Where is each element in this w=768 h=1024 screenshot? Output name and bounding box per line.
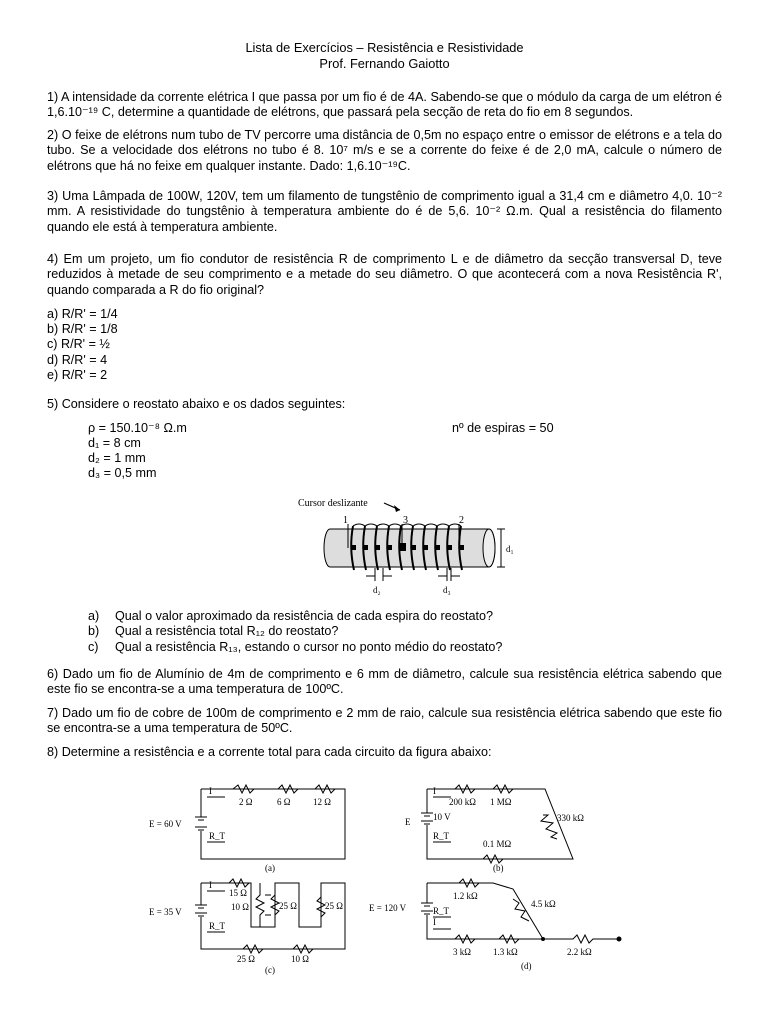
circuit-b-voltage: 10 V <box>433 812 451 822</box>
question-4-options <box>47 307 722 383</box>
circuit-c-current: I <box>209 880 212 890</box>
circuit-a-emf: E = 60 V <box>149 819 182 829</box>
circuits-drawing <box>143 775 633 980</box>
question-4-text: 4) Em um projeto, um fio condutor de resistência R de comprimento L e de diâmetro da secção transversal D, teve reduzidos à metade de seu comprimento e a metade do seu diâmetro. O que acontecerá com a nova Resistência R', quando comparada a R do fio original? <box>47 252 722 297</box>
question-3-text: 3) Uma Lâmpada de 100W, 120V, tem um filamento de tungstênio de comprimento igual a 31,4 cm e diâmetro 4,0. 10⁻² mm. A resistividade do tungstênio à temperatura ambiente do é de 5,6. 10⁻² Ω.m. Qual a resistência do filamento quando ele está à temperatura ambiente. <box>47 189 722 234</box>
question-5 <box>47 397 722 483</box>
circuit-b-r1: 200 kΩ <box>449 797 476 807</box>
option-d: d) R/R' = 4 <box>47 352 108 367</box>
question-2 <box>47 128 722 174</box>
circuit-a-r3: 12 Ω <box>313 797 331 807</box>
circuit-c-r1: 15 Ω <box>229 888 247 898</box>
d3-value: d₃ = 0,5 mm <box>88 466 157 481</box>
question-1 <box>47 90 722 121</box>
rheostat-figure <box>296 496 526 598</box>
question-3 <box>47 189 722 235</box>
circuit-b-r2: 1 MΩ <box>490 797 512 807</box>
circuit-c-rt: R_T <box>209 921 226 931</box>
circuit-c-r2: 10 Ω <box>231 902 249 912</box>
circuit-c-r5: 25 Ω <box>237 954 255 964</box>
question-7-text: 7) Dado um fio de cobre de 100m de comprimento e 2 mm de raio, calcule sua resistência elétrica sabendo que este fio se encontra-se a uma temperatura de 50ºC. <box>47 706 722 736</box>
d3-dimension-label: d₃ <box>443 585 451 595</box>
question-8 <box>47 745 722 760</box>
circuit-c-caption: (c) <box>265 965 275 975</box>
circuit-b-current: I <box>433 786 436 796</box>
circuit-d-r4: 1.3 kΩ <box>493 947 518 957</box>
cursor-label: Cursor deslizante <box>298 498 368 509</box>
rheostat-drawing <box>296 496 526 598</box>
question-8-text: 8) Determine a resistência e a corrente total para cada circuito da figura abaixo: <box>47 745 492 759</box>
question-7 <box>47 706 722 737</box>
circuit-c-r6: 10 Ω <box>291 954 309 964</box>
circuit-d-current: I <box>433 917 436 927</box>
question-5-text: 5) Considere o reostato abaixo e os dados seguintes: <box>47 397 346 411</box>
terminal-3-label: 3 <box>403 515 408 526</box>
option-a: a) R/R' = 1/4 <box>47 306 118 321</box>
option-e: e) R/R' = 2 <box>47 368 108 383</box>
circuit-d-emf: E = 120 V <box>369 903 407 913</box>
option-c: c) R/R' = ½ <box>47 337 110 352</box>
option-b: b) R/R' = 1/8 <box>47 322 118 337</box>
question-6-text: 6) Dado um fio de Alumínio de 4m de comprimento e 6 mm de diâmetro, calcule sua resistência elétrica sabendo que este fio se encontra-se a uma temperatura de 100ºC. <box>47 667 722 697</box>
circuit-d-r5: 2.2 kΩ <box>567 947 592 957</box>
question-5-subquestions <box>47 609 722 655</box>
circuit-d-r2: 4.5 kΩ <box>531 899 556 909</box>
question-1-text: 1) A intensidade da corrente elétrica I que passa por um fio é de 4A. Sabendo-se que o módulo da carga de um elétron é 1,6.10⁻¹⁹ C, determine a quantidade de elétrons, que passará pela secção de reta do fio em 8 segundos. <box>47 90 722 120</box>
d1-dimension-label: d₁ <box>506 544 514 554</box>
subquestion-b: b) Qual a resistência total R₁₂ do reostato? <box>88 624 339 639</box>
circuit-b-emf: E <box>405 817 411 827</box>
terminal-2-label: 2 <box>459 515 464 526</box>
question-2-text: 2) O feixe de elétrons num tubo de TV percorre uma distância de 0,5m no espaço entre o emissor de elétrons e a tela do tubo. Se a velocidade dos elétrons no tubo é 8. 10⁷ m/s e se a corrente do feixe é de 2,0 mA, calcule o número de elétrons que há no feixe em qualquer instante. Dado: 1,6.10⁻¹⁹C. <box>47 128 722 173</box>
circuit-a-rt: R_T <box>209 831 226 841</box>
circuit-b-r4: 0.1 MΩ <box>483 839 512 849</box>
header <box>47 40 722 72</box>
subquestion-a: a) Qual o valor aproximado da resistência de cada espira do reostato? <box>88 609 494 623</box>
circuit-a-r1: 2 Ω <box>239 797 253 807</box>
document-title: Lista de Exercícios – Resistência e Resistividade <box>245 40 524 55</box>
circuits-figure <box>143 775 633 980</box>
circuit-b-caption: (b) <box>493 863 504 873</box>
d1-value: d₁ = 8 cm <box>88 436 141 451</box>
circuit-a-r2: 6 Ω <box>277 797 291 807</box>
circuit-d-r1: 1.2 kΩ <box>453 891 478 901</box>
circuit-d-r3: 3 kΩ <box>453 947 471 957</box>
question-4 <box>47 252 722 383</box>
circuit-c-emf: E = 35 V <box>149 907 182 917</box>
circuit-d-caption: (d) <box>521 961 532 971</box>
d2-value: d₂ = 1 mm <box>88 451 146 466</box>
document-author: Prof. Fernando Gaiotto <box>319 56 450 71</box>
question-6 <box>47 667 722 698</box>
terminal-1-label: 1 <box>343 515 348 526</box>
circuit-a-caption: (a) <box>265 863 275 873</box>
circuit-c-r4: 25 Ω <box>325 901 343 911</box>
rho-value: ρ = 150.10⁻⁸ Ω.m <box>88 421 187 436</box>
circuit-b-rt: R_T <box>433 831 450 841</box>
espiras-value: nº de espiras = 50 <box>452 421 554 436</box>
circuit-c-r3: 25 Ω <box>279 901 297 911</box>
circuit-a-current: I <box>209 786 212 796</box>
circuit-d-rt: R_T <box>433 906 450 916</box>
circuit-b-r3: 330 kΩ <box>557 813 584 823</box>
d2-dimension-label: d₂ <box>373 585 381 595</box>
question-5-data <box>47 421 722 483</box>
subquestion-c: c) Qual a resistência R₁₃, estando o cursor no ponto médio do reostato? <box>88 639 503 654</box>
